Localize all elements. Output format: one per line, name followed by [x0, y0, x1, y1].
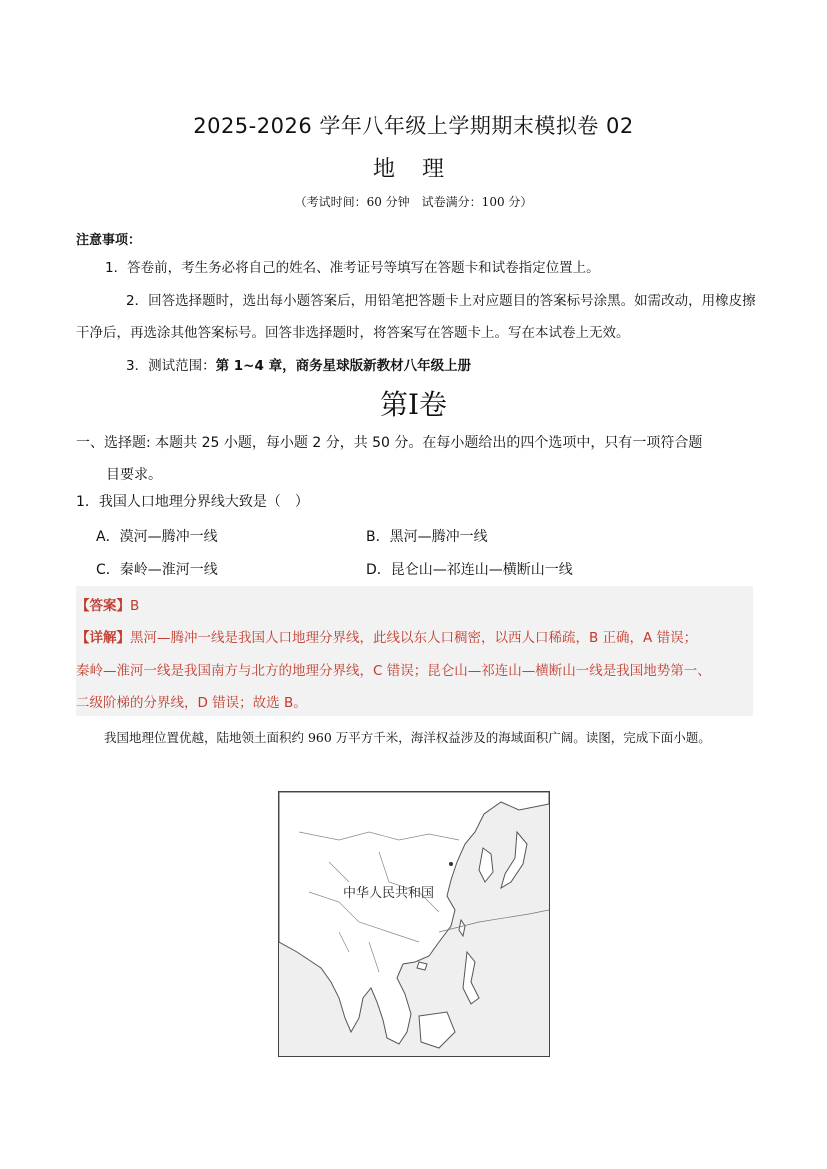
answer-label: 【答案】 — [76, 598, 130, 614]
notice-heading: 注意事项： — [76, 233, 142, 248]
option-c: C．秦岭—淮河一线 — [96, 562, 218, 578]
instruction-line-1: 一、选择题: 本题共 25 小题，每小题 2 分，共 50 分。在每小题给出的四个选项中，只有一项符合题 — [76, 435, 703, 451]
section-instruction — [76, 427, 756, 491]
detail-label: 【详解】 — [76, 630, 130, 646]
map-country-label: 中华人民共和国 — [343, 886, 435, 901]
option-d: D．昆仑山—祁连山—横断山一线 — [366, 562, 573, 578]
china-map — [278, 791, 550, 1057]
subject-title: 地 理 — [373, 157, 454, 182]
notice-item-3 — [126, 350, 776, 382]
detail-text-1: 黑河—腾冲一线是我国人口地理分界线，此线以东人口稠密，以西人口稀疏，B 正确，A 错误； — [130, 630, 698, 646]
map-capital-dot — [449, 862, 453, 866]
option-a: A．漠河—腾冲一线 — [96, 529, 218, 545]
notice-item-3-scope: 第 1~4 章，商务星球版新教材八年级上册 — [215, 358, 472, 374]
section-title: 第I卷 — [379, 388, 448, 421]
exam-info: （考试时间：60 分钟 试卷满分：100 分） — [294, 195, 533, 209]
detail-line-2: 秦岭—淮河一线是我国南方与北方的地理分界线，C 错误；昆仑山—祁连山—横断山一线是我国地势第一、 — [76, 663, 711, 679]
notice-item-3-prefix: 3．测试范围： — [126, 358, 216, 374]
detail-line-3: 二级阶梯的分界线，D 错误；故选 B。 — [76, 695, 307, 711]
answer-line — [76, 594, 753, 614]
answer-value: B — [130, 598, 140, 614]
notice-item-1: 1．答卷前，考生务必将自己的姓名、准考证号等填写在答题卡和试卷指定位置上。 — [105, 260, 600, 276]
exam-title: 2025-2026 学年八年级上学期期末模拟卷 02 — [193, 114, 634, 138]
notice-item-2: 2．回答选择题时，选出每小题答案后，用铅笔把答题卡上对应题目的答案标号涂黑。如需改动，用橡皮擦干净后，再选涂其他答案标号。回答非选择题时，将答案写在答题卡上。写在本试卷上无效。 — [76, 293, 756, 341]
instruction-line-2: 目要求。 — [106, 467, 162, 483]
map-drawing — [279, 792, 549, 1056]
option-b: B．黑河—腾冲一线 — [366, 529, 488, 545]
detail-line-1 — [76, 626, 753, 646]
question-1-stem: 1．我国人口地理分界线大致是（ ） — [76, 494, 309, 510]
map-hainan — [417, 962, 427, 970]
passage-intro: 我国地理位置优越，陆地领土面积约 960 万平方千米，海洋权益涉及的海域面积广阔。读图，完成下面小题。 — [104, 730, 711, 745]
